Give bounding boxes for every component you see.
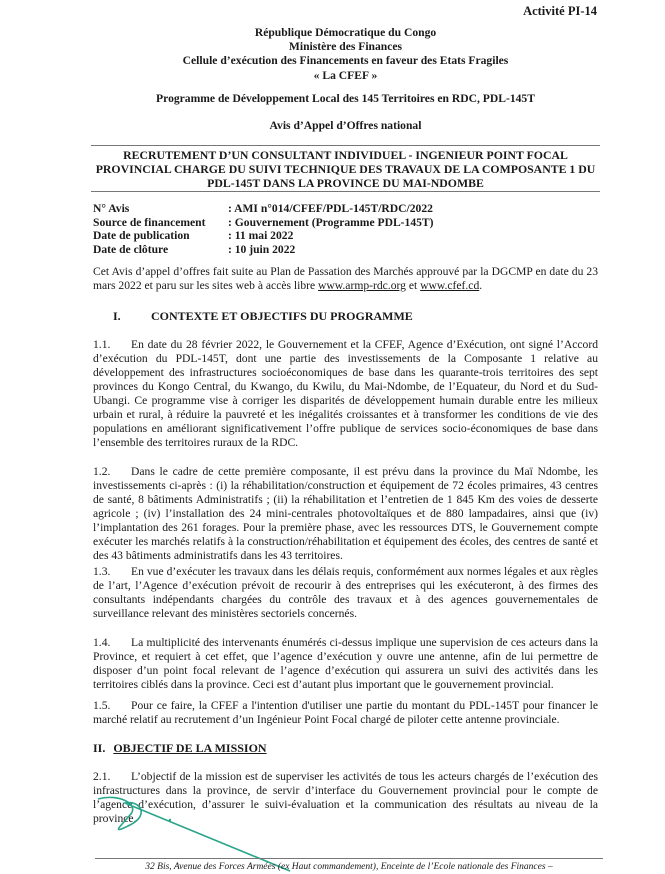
info-value: : 10 juin 2022: [228, 242, 296, 256]
para-text: En date du 28 février 2022, le Gouvernement et la CFEF, Agence d’Exécution, ont signé l’Accord d’exécution du PDL-145T, dont une partie des investissements de la Composante 1 relative au développement des infrastructures socioéconomiques de base dans les quarante-trois territoires des sept provinces du Kongo Central, du Kwango, du Kwilu, du Mai-Ndombe, de l’Equateur, du Nord et du Sud-Ubangi. Ce programme vise à corriger les disparités de développement humain durable entre les milieux urbain et rural, à réduire la pauvreté et les inégalités croissantes et à transformer les conditions de vie des populations en améliorant significativement l’offre publique de services socio-économiques de base dans l’ensemble des territoires ruraux de la RDC.: [93, 338, 598, 449]
para-number: 1.1.: [93, 338, 111, 351]
divider: [91, 191, 600, 192]
section-heading-2: [93, 741, 267, 755]
activity-code: Activité PI-14: [523, 4, 597, 18]
info-label: Date de publication: [93, 229, 190, 243]
notice-type: Avis d’Appel d’Offres national: [269, 119, 422, 132]
intro-text: et: [405, 279, 421, 292]
intro-text: .: [479, 279, 483, 292]
para-text: La multiplicité des intervenants énumérés ci-dessus implique une supervision de ces acteurs dans la Province, et requiert à cet effet, que l’agence d’exécution y ouvre une antenne, afin de lui permettre de disposer d’un point focal relevant de l’agence d’exécution qui assurera un suivi des activités dans les territoires ciblés dans la province. Ceci est d’autant plus important que le gouvernement provincial.: [93, 636, 598, 691]
info-label: Date de clôture: [93, 242, 169, 256]
notice-title: [91, 148, 600, 190]
para-text: Pour ce faire, la CFEF a l'intention d'utiliser une partie du montant du PDL-145T pour financer le marché relatif au recrutement d’un Ingénieur Point Focal chargé de piloter cette antenne provinciale.: [93, 699, 598, 726]
info-row: [93, 243, 434, 257]
cfef-link[interactable]: www.cfef.cd: [420, 279, 480, 292]
section-title: CONTEXTE ET OBJECTIFS DU PROGRAMME: [151, 309, 413, 323]
para-number: 2.1.: [93, 770, 111, 783]
header-line: République Démocratique du Congo: [254, 26, 437, 39]
header-line: Ministère des Finances: [288, 40, 403, 54]
info-row: [93, 216, 434, 230]
info-value: : Gouvernement (Programme PDL-145T): [228, 215, 434, 229]
notice-info: [93, 202, 434, 256]
para-text: En vue d’exécuter les travaux dans les délais requis, conformément aux normes légales et aux règles de l’art, l’Agence d’exécution prévoit de recourir à des entreprises qui les exécuteront, à des firmes des consultants indépendants chargées du contrôle des travaux et à des agences gouvernementales de surveillance relevant des ministères sectoriels concernés.: [93, 565, 598, 620]
info-value: : 11 mai 2022: [228, 229, 294, 243]
info-label: N° Avis: [93, 202, 130, 215]
info-row: [93, 229, 434, 243]
footer-divider: [95, 858, 603, 859]
title-line: RECRUTEMENT D’UN CONSULTANT INDIVIDUEL - INGENIEUR POINT FOCAL: [123, 148, 568, 162]
paragraph-1-4: [93, 636, 598, 692]
header-line: « La CFEF »: [313, 68, 378, 82]
armp-link[interactable]: www.armp-rdc.org: [318, 279, 406, 292]
intro-text: Cet Avis d’appel d’offres fait suite au Plan de Passation des Marchés approuvé par la DGCMP en date du 23 mars 2022 et paru sur les sites web à accès libre: [93, 265, 598, 292]
info-row: [93, 202, 434, 216]
section-title: OBJECTIF DE LA MISSION: [113, 741, 267, 755]
info-value: : AMI n°014/CFEF/PDL-145T/RDC/2022: [228, 202, 433, 215]
section-number: I.: [113, 309, 121, 323]
program-name: Programme de Développement Local des 145 Territoires en RDC, PDL-145T: [156, 92, 535, 105]
title-line: PDL-145T DANS LA PROVINCE DU MAI-NDOMBE: [207, 176, 484, 190]
footer-address: 32 Bis, Avenue des Forces Armées (ex Haut commandement), Enceinte de l’Ecole nationale des Finances –: [145, 862, 553, 872]
divider: [91, 145, 600, 146]
intro-paragraph: [93, 265, 598, 293]
info-label: Source de financement: [93, 215, 206, 229]
para-number: 1.5.: [93, 699, 111, 712]
para-number: 1.3.: [93, 565, 111, 578]
section-heading-1: [93, 309, 413, 323]
paragraph-1-3: [93, 565, 598, 621]
para-text: Dans le cadre de cette première composante, il est prévu dans la province du Maï Ndombe, les investissements ci-après : (i) la réhabilitation/construction et équipement de 72 écoles primaires, 43 centres de santé, 8 bâtiments Administratifs ; (ii) la réhabilitation et l’entretien de 1 845 Km des voies de desserte agricole ; (iv) l’installation des 24 mini-centrales photovoltaïques et de 880 lampadaires, ainsi que (iv) l’implantation des 261 forages. Pour la première phase, avec les ressources DTS, le Gouvernement compte exécuter les marchés relatifs à la construction/réhabilitation et équipement des écoles, des centres de santé et des 43 bâtiments administratifs dans les 43 territoires.: [93, 465, 598, 562]
header-line: Cellule d’exécution des Financements en faveur des Etats Fragiles: [182, 54, 509, 68]
para-number: 1.2.: [93, 465, 111, 478]
title-line: PROVINCIAL CHARGE DU SUIVI TECHNIQUE DES TRAVAUX DE LA COMPOSANTE 1 DU: [95, 162, 596, 176]
paragraph-1-5: [93, 699, 598, 727]
section-number: II.: [93, 741, 106, 755]
institution-header: [93, 26, 598, 83]
paragraph-1-2: [93, 465, 598, 563]
para-number: 1.4.: [93, 636, 111, 649]
paragraph-1-1: [93, 338, 598, 450]
para-text: L’objectif de la mission est de superviser les activités de tous les acteurs chargés de l’exécution des infrastructures dans la province, de servir d’interface du Gouvernement provincial pour le compte de l’agence d’exécution, d’assurer le suivi-évaluation et la communication des résultats au niveau de la province.: [93, 770, 598, 825]
